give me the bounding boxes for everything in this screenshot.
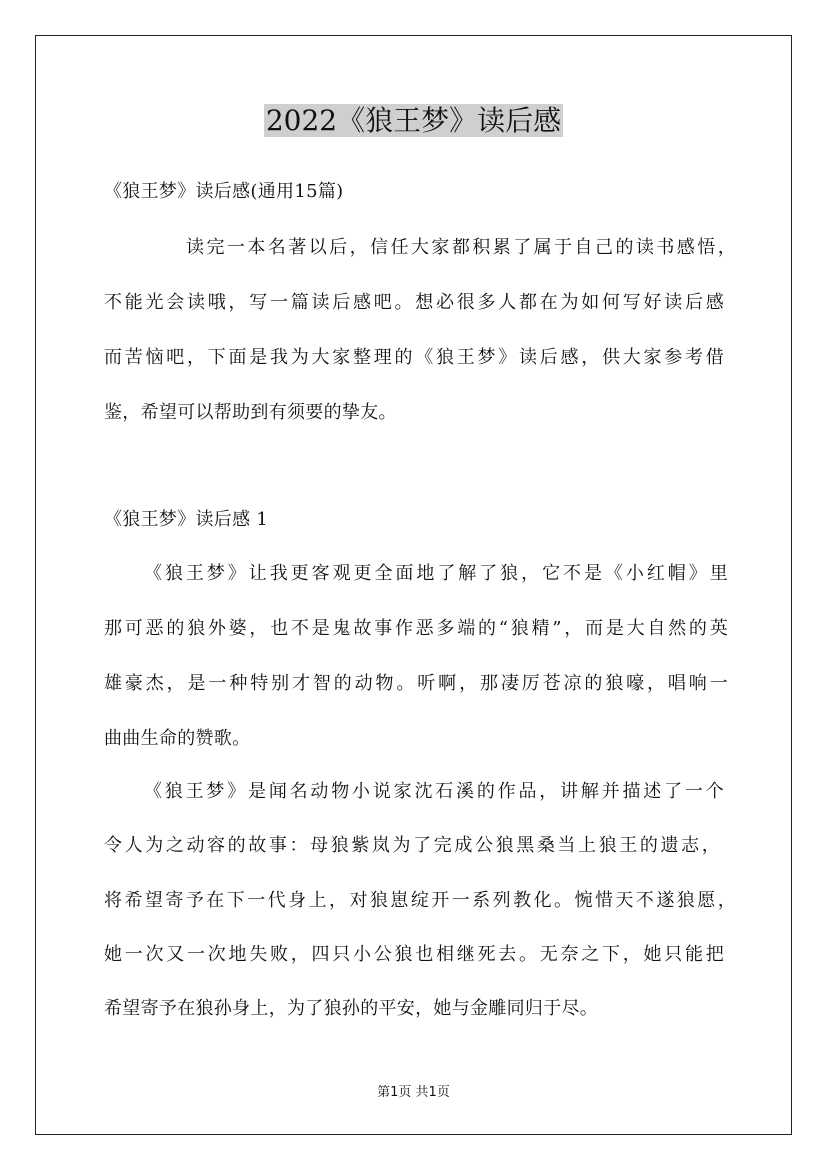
- intro-line: 鉴，希望可以帮助到有须要的挚友。: [104, 402, 397, 423]
- document-title: [0, 101, 827, 141]
- paragraph-line: 《狼王梦》是闻名动物小说家沈石溪的作品，讲解并描述了一个: [144, 781, 724, 802]
- section-heading: 《狼王梦》读后感 1: [104, 509, 269, 530]
- paragraph-line: 那可恶的狼外婆，也不是鬼故事作恶多端的“狼精”，而是大自然的英: [104, 618, 728, 639]
- paragraph-line: 雄豪杰，是一种特别才智的动物。听啊，那凄厉苍凉的狼嚎，唱响一: [104, 673, 728, 694]
- intro-line: 而苦恼吧，下面是我为大家整理的《狼王梦》读后感，供大家参考借: [104, 347, 724, 368]
- paragraph-line: 《狼王梦》让我更客观更全面地了解了狼，它不是《小红帽》里: [144, 563, 728, 584]
- paragraph-line: 希望寄予在狼孙身上，为了狼孙的平安，她与金雕同归于尽。: [104, 998, 599, 1019]
- paragraph-line: 将希望寄予在下一代身上，对狼崽绽开一系列教化。惋惜天不遂狼愿，: [104, 890, 736, 911]
- document-title-text: 2022《狼王梦》读后感: [265, 104, 562, 137]
- paragraph-line: 曲曲生命的赞歌。: [104, 728, 251, 749]
- document-subtitle: 《狼王梦》读后感(通用15篇): [104, 181, 344, 202]
- paragraph-line: 她一次又一次地失败，四只小公狼也相继死去。无奈之下，她只能把: [104, 944, 724, 965]
- intro-line: 读完一本名著以后，信任大家都积累了属于自己的读书感悟，: [186, 237, 736, 258]
- page-footer: 第1页 共1页: [377, 1085, 450, 1100]
- intro-line: 不能光会读哦，写一篇读后感吧。想必很多人都在为如何写好读后感: [104, 292, 724, 313]
- paragraph-line: 令人为之动容的故事：母狼紫岚为了完成公狼黑桑当上狼王的遗志，: [104, 835, 720, 856]
